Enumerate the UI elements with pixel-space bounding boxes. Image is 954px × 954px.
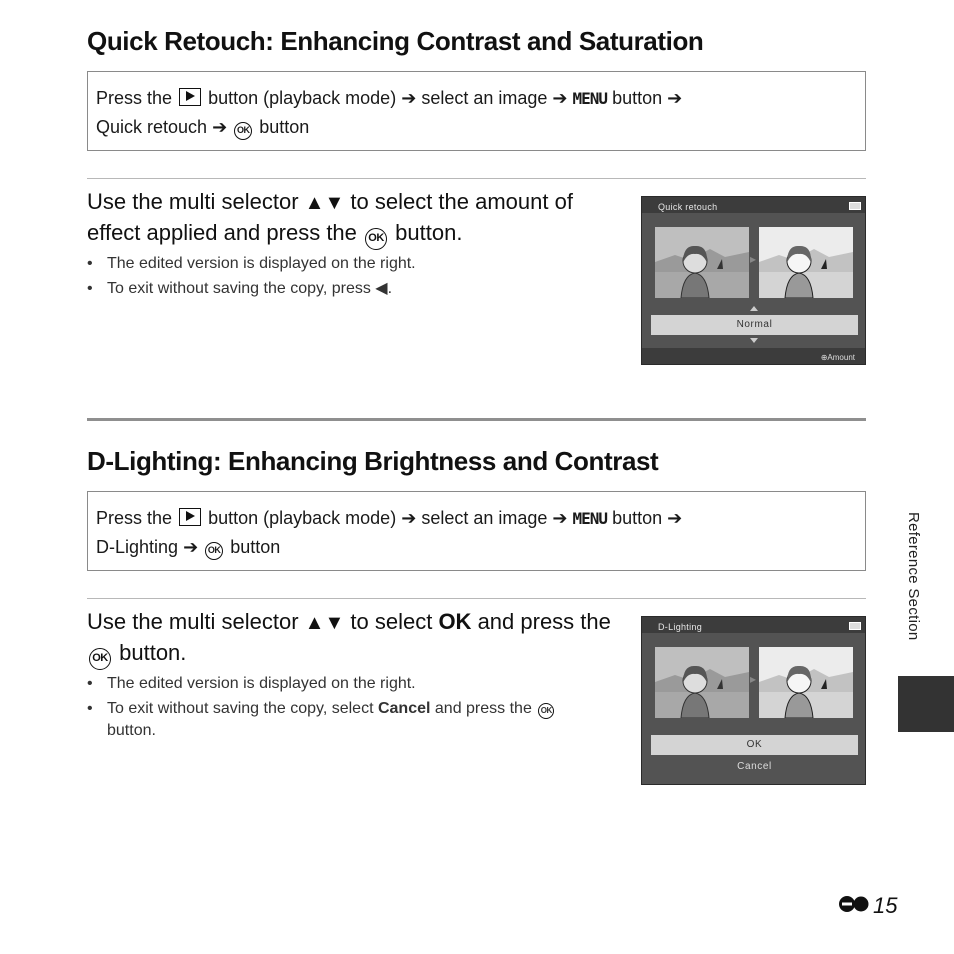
arrow-right-icon: ➔ [552, 88, 568, 108]
divider [87, 598, 866, 599]
left-arrow-icon: ◀ [375, 280, 388, 297]
list-item: • The edited version is displayed on the right. [87, 673, 597, 695]
arrow-right-icon: ➔ [667, 508, 683, 528]
list-item: • To exit without saving the copy, press ◀. [87, 278, 597, 300]
section-tab [898, 676, 954, 732]
ok-button-icon: OK [89, 648, 111, 670]
arrow-right-icon: ➔ [552, 508, 568, 528]
amount-selected: Normal [651, 315, 858, 335]
arrow-right-icon: ➔ [401, 508, 417, 528]
divider [87, 178, 866, 179]
edited-image-thumbnail [759, 227, 853, 298]
chevron-right-icon: ▸ [750, 672, 757, 686]
arrow-right-icon: ➔ [401, 88, 417, 108]
up-down-arrows-icon: ▲▼ [304, 192, 345, 214]
section1-menu-path: Press the button (playback mode) ➔ select an image ➔ MENU button ➔ Quick retouch ➔ OK button [87, 71, 866, 151]
original-image-thumbnail [655, 647, 749, 718]
arrow-right-icon: ➔ [212, 117, 228, 137]
original-image-thumbnail [655, 227, 749, 298]
section1-step: Use the multi selector ▲▼ to select the amount of effect applied and press the OK button. [87, 187, 617, 250]
section2-bullets [87, 673, 597, 745]
arrow-right-icon: ➔ [667, 88, 683, 108]
option-cancel: Cancel [737, 761, 772, 772]
battery-icon [849, 622, 861, 630]
quick-retouch-screen [641, 196, 866, 365]
d-lighting-screen [641, 616, 866, 785]
down-arrow-icon [750, 338, 758, 343]
list-item: • The edited version is displayed on the right. [87, 253, 597, 275]
playback-icon [179, 508, 201, 526]
footer-hint: ⊕Amount [820, 353, 855, 362]
arrow-right-icon: ➔ [183, 537, 199, 557]
rotary-selector-icon: ⊕ [820, 353, 828, 362]
screen-title: Quick retouch [658, 202, 718, 212]
option-ok-selected: OK [651, 735, 858, 755]
menu-icon: MENU [572, 509, 608, 528]
ok-button-icon: OK [365, 228, 387, 250]
edited-image-thumbnail [759, 647, 853, 718]
page-number: 15 [839, 892, 897, 919]
chevron-right-icon: ▸ [750, 252, 757, 266]
ok-button-icon: OK [234, 122, 252, 140]
section1-title: Quick Retouch: Enhancing Contrast and Saturation [87, 26, 704, 56]
list-item: • To exit without saving the copy, select Cancel and press the OK button. [87, 698, 597, 742]
screen-title: D-Lighting [658, 622, 703, 632]
battery-icon [849, 202, 861, 210]
section2-step: Use the multi selector ▲▼ to select OK and press the OK button. [87, 607, 617, 670]
section1-bullets [87, 253, 597, 303]
section2-title: D-Lighting: Enhancing Brightness and Contrast [87, 446, 659, 476]
up-down-arrows-icon: ▲▼ [304, 612, 345, 634]
reference-section-icon [839, 892, 869, 908]
section2-menu-path: Press the button (playback mode) ➔ select an image ➔ MENU button ➔ D-Lighting ➔ OK button [87, 491, 866, 571]
section-divider [87, 418, 866, 421]
side-section-label: Reference Section [905, 512, 922, 641]
menu-icon: MENU [572, 89, 608, 108]
playback-icon [179, 88, 201, 106]
ok-button-icon: OK [538, 703, 554, 719]
up-arrow-icon [750, 306, 758, 311]
ok-button-icon: OK [205, 542, 223, 560]
